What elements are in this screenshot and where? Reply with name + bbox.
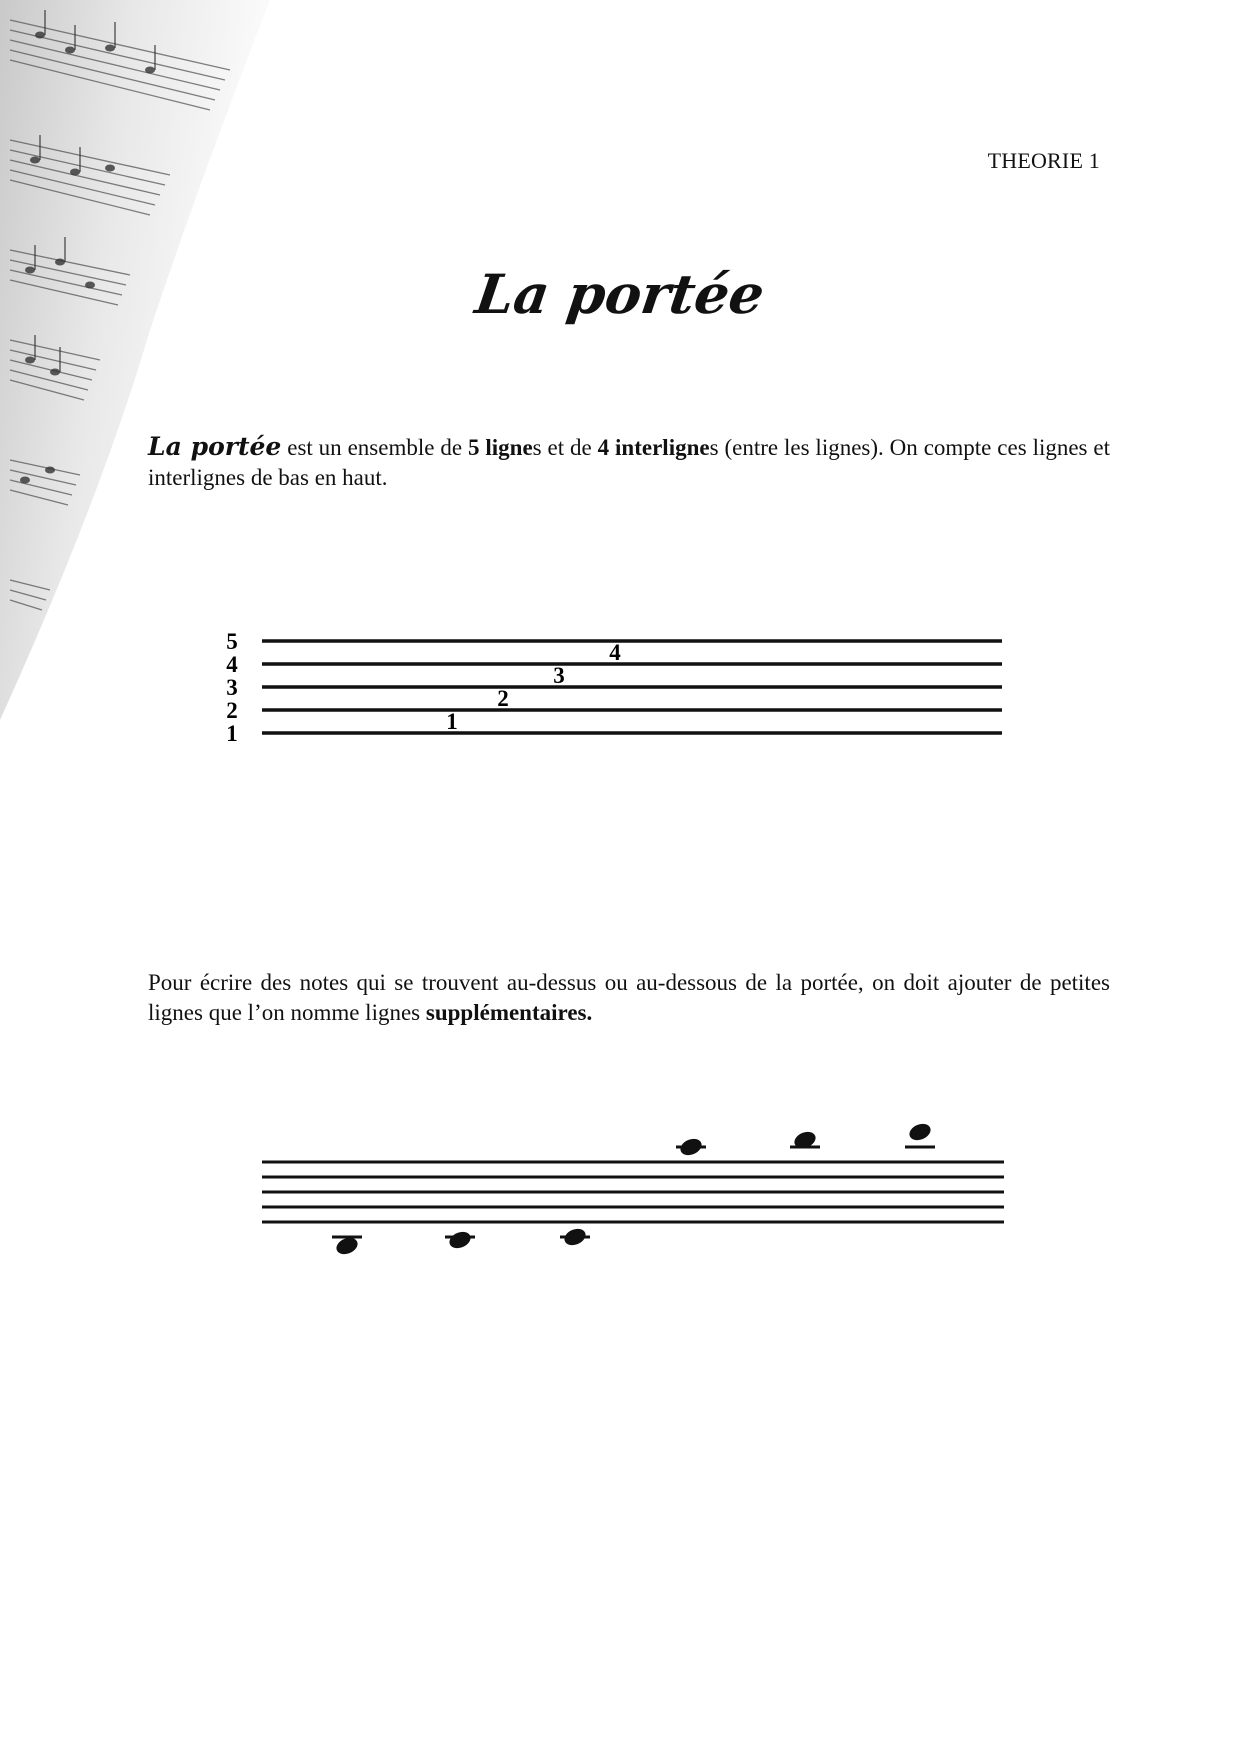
note-head-icon bbox=[447, 1229, 473, 1251]
intro-paragraph bbox=[148, 432, 1110, 493]
intro-text-2: s et de bbox=[532, 435, 598, 460]
page-title: La portée bbox=[471, 262, 769, 326]
note-above-2 bbox=[790, 1129, 820, 1151]
ledger-text: Pour écrire des notes qui se trouvent au-dessus ou au-dessous de la portée, on doit ajouter de petites lignes que l’on nomme lignes bbox=[148, 970, 1110, 1025]
numbered-staff-diagram bbox=[0, 610, 1240, 760]
ledger-lines-staff-diagram bbox=[0, 1100, 1240, 1280]
note-above-3 bbox=[905, 1121, 935, 1147]
line-number-1: 1 bbox=[226, 721, 238, 746]
ledger-paragraph bbox=[148, 968, 1110, 1028]
intro-bold-spaces: 4 interligne bbox=[597, 435, 710, 460]
space-number-4: 4 bbox=[609, 640, 621, 665]
intro-term: La portée bbox=[148, 432, 282, 461]
page-header-label: THEORIE 1 bbox=[987, 148, 1100, 173]
space-number-1: 1 bbox=[446, 709, 458, 734]
space-number-3: 3 bbox=[553, 663, 565, 688]
note-head-icon bbox=[562, 1226, 588, 1248]
note-above-1 bbox=[676, 1136, 706, 1158]
line-number-4: 4 bbox=[226, 652, 238, 677]
note-below-3 bbox=[560, 1226, 590, 1248]
line-number-3: 3 bbox=[226, 675, 238, 700]
intro-text-1: est un ensemble de bbox=[281, 435, 468, 460]
intro-text-3: s (entre les lignes). On compte ces lignes et interlignes de bas en haut. bbox=[148, 435, 1111, 490]
note-below-2 bbox=[445, 1229, 475, 1251]
intro-bold-lines: 5 ligne bbox=[467, 435, 533, 460]
space-number-2: 2 bbox=[497, 686, 509, 711]
note-head-icon bbox=[678, 1136, 704, 1158]
line-number-2: 2 bbox=[226, 698, 238, 723]
note-below-1 bbox=[332, 1235, 362, 1257]
line-number-5: 5 bbox=[226, 629, 238, 654]
ledger-bold-term: supplémentaires. bbox=[425, 1000, 593, 1025]
note-head-icon bbox=[907, 1121, 933, 1143]
